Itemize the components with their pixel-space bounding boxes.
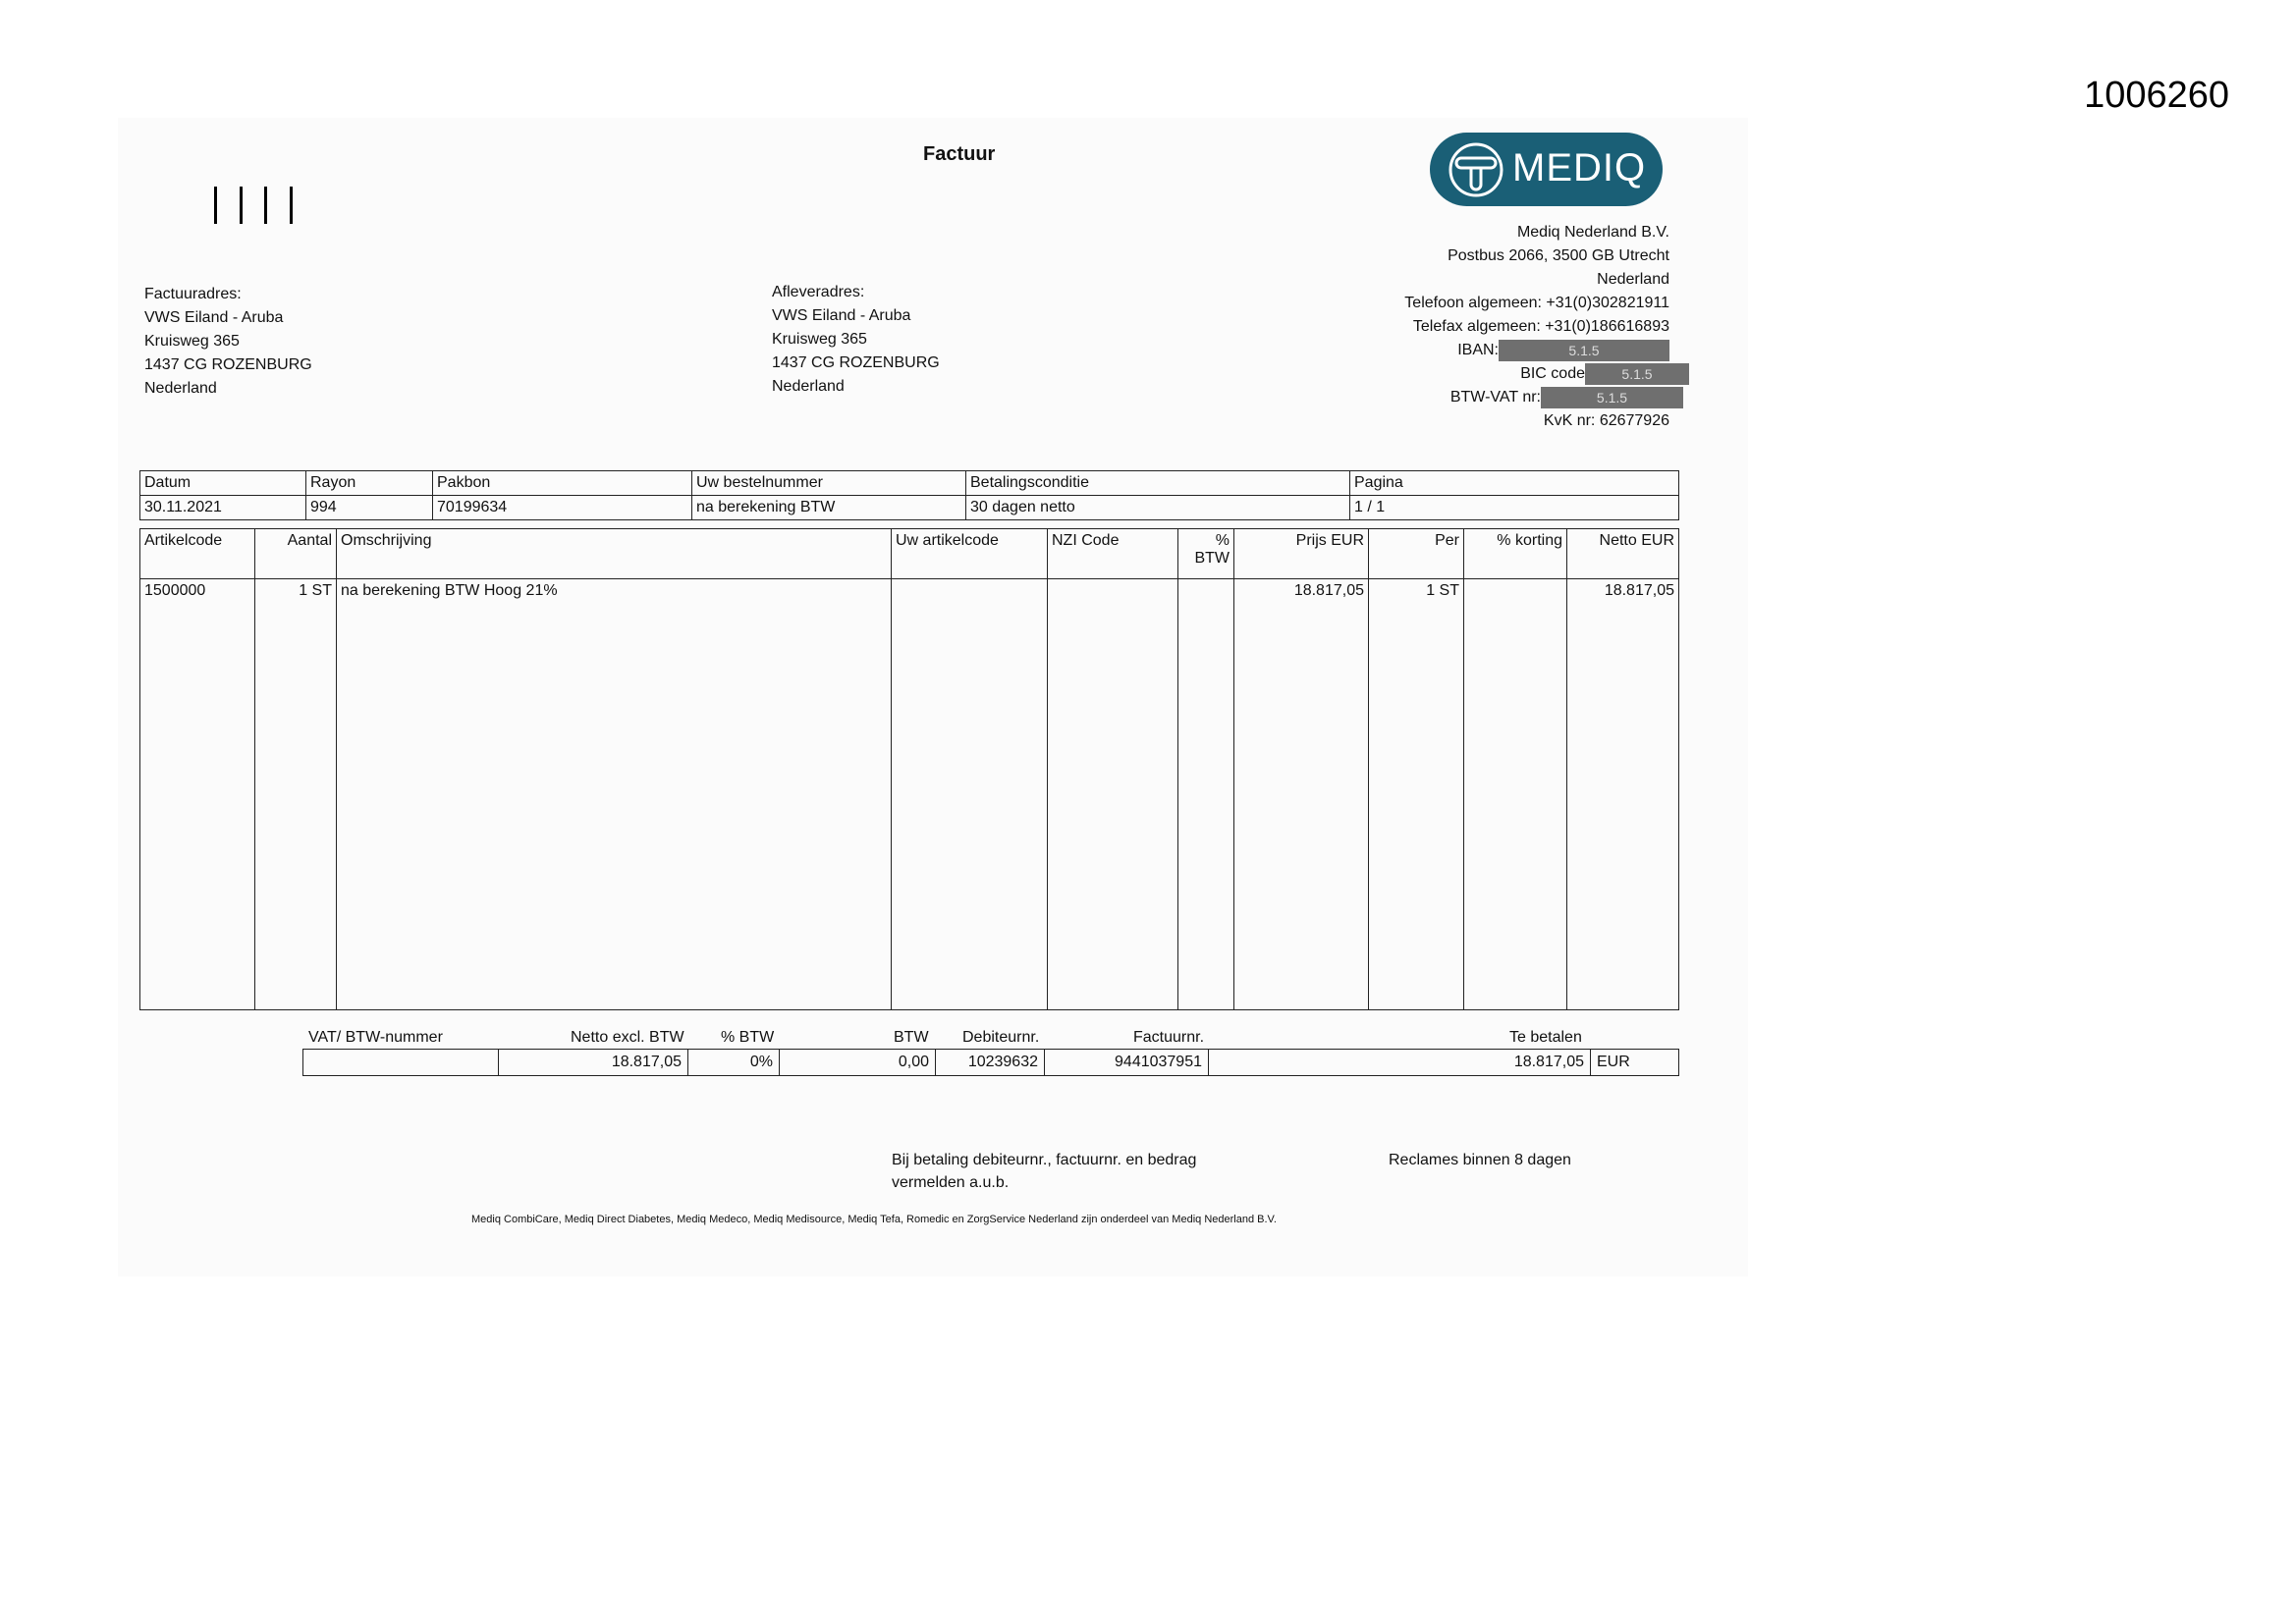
header-label: Datum	[140, 471, 306, 496]
mediq-logo	[1430, 133, 1663, 206]
iban-row	[1404, 339, 1669, 362]
summary-btw: 0,00	[780, 1050, 936, 1076]
mediq-logo-icon	[1448, 141, 1504, 198]
document-number: 1006260	[2084, 75, 2229, 116]
header-value: 30 dagen netto	[966, 496, 1350, 520]
payment-note-line: Bij betaling debiteurnr., factuurnr. en bedrag	[892, 1152, 1197, 1168]
company-country: Nederland	[1597, 271, 1669, 288]
item-uw-artikelcode	[892, 579, 1048, 1010]
header-value: na berekening BTW	[692, 496, 966, 520]
header-label: Uw bestelnummer	[692, 471, 966, 496]
header-value: 1 / 1	[1350, 496, 1679, 520]
col-btw-label: BTW	[1194, 550, 1230, 567]
btw-redacted: 5.1.5	[1541, 387, 1683, 408]
item-btw-pct	[1178, 579, 1234, 1010]
header-label: Betalingsconditie	[966, 471, 1350, 496]
item-aantal: 1 ST	[255, 579, 337, 1010]
logo-text: MEDIQ	[1512, 146, 1647, 189]
summary-label-btw: BTW	[894, 1029, 929, 1046]
header-value: 994	[306, 496, 433, 520]
btw-row	[1404, 386, 1669, 409]
col-netto: Netto EUR	[1567, 529, 1679, 579]
col-artikelcode: Artikelcode	[140, 529, 255, 579]
billing-address-line: Kruisweg 365	[144, 333, 240, 350]
iban-redacted: 5.1.5	[1499, 340, 1669, 361]
col-per: Per	[1369, 529, 1464, 579]
summary-row	[303, 1050, 1679, 1076]
billing-address-line: VWS Eiland - Aruba	[144, 309, 284, 326]
summary-te-betalen: 18.817,05	[1209, 1050, 1591, 1076]
summary-label-netto: Netto excl. BTW	[571, 1029, 684, 1046]
billing-address	[144, 283, 312, 401]
company-details	[1404, 221, 1669, 433]
bic-row	[1404, 362, 1669, 386]
item-prijs: 18.817,05	[1234, 579, 1369, 1010]
item-per: 1 ST	[1369, 579, 1464, 1010]
delivery-address-label: Afleveradres:	[772, 284, 865, 300]
iban-label: IBAN:	[1457, 342, 1499, 358]
col-btw-pct	[1178, 529, 1234, 579]
header-label: Pakbon	[433, 471, 692, 496]
billing-address-line: Nederland	[144, 380, 217, 397]
footer-text: Mediq CombiCare, Mediq Direct Diabetes, Mediq Medeco, Mediq Medisource, Mediq Tefa, Romedic en ZorgService Nederland zijn onderdeel van Mediq Nederland B.V.	[471, 1214, 1277, 1225]
col-pct-label: %	[1215, 532, 1230, 549]
payment-note-line: vermelden a.u.b.	[892, 1174, 1010, 1191]
item-omschrijving: na berekening BTW Hoog 21%	[337, 579, 892, 1010]
header-label: Pagina	[1350, 471, 1679, 496]
invoice-header-table	[139, 470, 1679, 520]
header-table-values	[140, 496, 1679, 520]
payment-note	[892, 1149, 1196, 1194]
summary-table	[302, 1049, 1679, 1076]
reclames-note: Reclames binnen 8 dagen	[1389, 1152, 1571, 1168]
item-korting	[1464, 579, 1567, 1010]
item-artikelcode: 1500000	[140, 579, 255, 1010]
bic-redacted: 5.1.5	[1585, 363, 1689, 385]
summary-label-pct: % BTW	[721, 1029, 775, 1046]
btw-label: BTW-VAT nr:	[1449, 389, 1541, 406]
header-table-labels	[140, 471, 1679, 496]
col-uw-artikelcode: Uw artikelcode	[892, 529, 1048, 579]
items-header-row	[140, 529, 1679, 579]
barcode-marks	[214, 187, 295, 224]
company-fax: Telefax algemeen: +31(0)186616893	[1412, 318, 1669, 335]
invoice-title: Factuur	[923, 143, 996, 165]
summary-pct: 0%	[688, 1050, 780, 1076]
summary-debiteur: 10239632	[936, 1050, 1045, 1076]
item-nzi-code	[1048, 579, 1178, 1010]
summary-vat	[303, 1050, 499, 1076]
delivery-address	[772, 281, 940, 399]
item-netto: 18.817,05	[1567, 579, 1679, 1010]
billing-address-label: Factuuradres:	[144, 286, 242, 302]
col-prijs: Prijs EUR	[1234, 529, 1369, 579]
summary-label-vat: VAT/ BTW-nummer	[308, 1029, 443, 1046]
summary-netto: 18.817,05	[499, 1050, 688, 1076]
summary-label-factuur: Factuurnr.	[1133, 1029, 1205, 1046]
col-nzi-code: NZI Code	[1048, 529, 1178, 579]
header-value: 70199634	[433, 496, 692, 520]
bic-label: BIC code	[1520, 365, 1585, 382]
header-label: Rayon	[306, 471, 433, 496]
header-value: 30.11.2021	[140, 496, 306, 520]
billing-address-line: 1437 CG ROZENBURG	[144, 356, 312, 373]
col-aantal: Aantal	[255, 529, 337, 579]
delivery-address-line: Kruisweg 365	[772, 331, 867, 348]
company-name: Mediq Nederland B.V.	[1516, 224, 1669, 241]
summary-currency: EUR	[1591, 1050, 1679, 1076]
company-postbus: Postbus 2066, 3500 GB Utrecht	[1448, 247, 1669, 264]
delivery-address-line: 1437 CG ROZENBURG	[772, 354, 940, 371]
col-korting: % korting	[1464, 529, 1567, 579]
table-row	[140, 579, 1679, 1010]
delivery-address-line: VWS Eiland - Aruba	[772, 307, 911, 324]
summary-label-te-betalen: Te betalen	[1509, 1029, 1582, 1046]
items-table	[139, 528, 1679, 1010]
summary-factuur: 9441037951	[1045, 1050, 1209, 1076]
col-omschrijving: Omschrijving	[337, 529, 892, 579]
summary-label-debiteur: Debiteurnr.	[962, 1029, 1040, 1046]
delivery-address-line: Nederland	[772, 378, 845, 395]
kvk-number: KvK nr: 62677926	[1543, 412, 1669, 429]
company-phone: Telefoon algemeen: +31(0)302821911	[1404, 295, 1669, 311]
